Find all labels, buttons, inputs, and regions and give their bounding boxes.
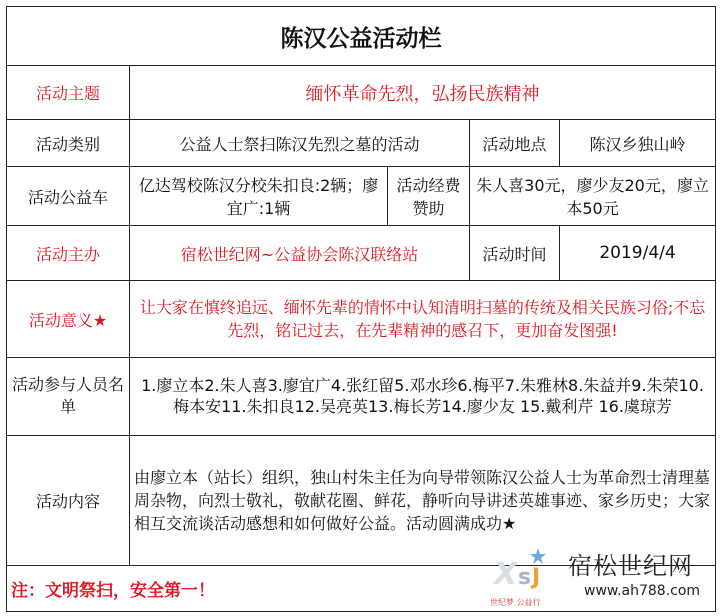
vehicle-label: 活动公益车 — [7, 167, 130, 225]
activity-table — [6, 6, 716, 612]
funding-value: 朱人喜30元，廖少友20元，廖立本50元 — [470, 167, 716, 225]
site-logo-icon — [488, 540, 558, 600]
safety-note: 注：文明祭扫，安全第一！ — [7, 565, 716, 611]
funding-label: 活动经费赞助 — [388, 167, 470, 225]
watermark-site-name: 宿松世纪网 — [568, 552, 693, 580]
vehicle-value: 亿达驾校陈汉分校朱扣良:2辆；廖宜广:1辆 — [130, 167, 388, 225]
category-value: 公益人士祭扫陈汉先烈之墓的活动 — [130, 119, 470, 166]
organizer-label: 活动主办 — [7, 225, 130, 280]
watermark-tagline: 世纪梦 公益行 — [490, 598, 541, 607]
time-label: 活动时间 — [470, 225, 560, 280]
svg-text:J: J — [532, 565, 541, 590]
location-label: 活动地点 — [470, 119, 560, 166]
page-title: 陈汉公益活动栏 — [7, 7, 716, 66]
time-value: 2019/4/4 — [560, 225, 716, 280]
site-watermark — [488, 540, 716, 610]
svg-text:s: s — [518, 565, 532, 590]
organizer-value: 宿松世纪网~公益协会陈汉联络站 — [130, 225, 470, 280]
meaning-label: 活动意义★ — [7, 281, 130, 358]
participants-label: 活动参与人员名单 — [7, 357, 130, 435]
content-value: 由廖立本（站长）组织，独山村朱主任为向导带领陈汉公益人士为革命烈士清理墓周杂物，向烈士敬礼，敬献花圈、鲜花，静听向导讲述英雄事迹、家乡历史；大家相互交流谈活动感想和如何做好公益。活动圆满成功★ — [130, 435, 716, 565]
location-value: 陈汉乡独山岭 — [560, 119, 716, 166]
meaning-value: 让大家在慎终追远、缅怀先辈的情怀中认知清明扫墓的传统及相关民族习俗;不忘先烈，铭记过去，在先辈精神的感召下，更加奋发图强! — [130, 281, 716, 358]
theme-value: 缅怀革命先烈，弘扬民族精神 — [130, 66, 716, 119]
participants-value: 1.廖立本2.朱人喜3.廖宜广4.张红留5.邓水珍6.梅平7.朱雅林8.朱益并9.朱荣10.梅本安11.朱扣良12.吴亮英13.梅长芳14.廖少友 15.戴利芹 16.虞琼芳 — [130, 357, 716, 435]
content-label: 活动内容 — [7, 435, 130, 565]
category-label: 活动类别 — [7, 119, 130, 166]
svg-text:X: X — [494, 557, 518, 592]
watermark-url: www.ah788.com — [584, 583, 701, 599]
theme-label: 活动主题 — [7, 66, 130, 119]
